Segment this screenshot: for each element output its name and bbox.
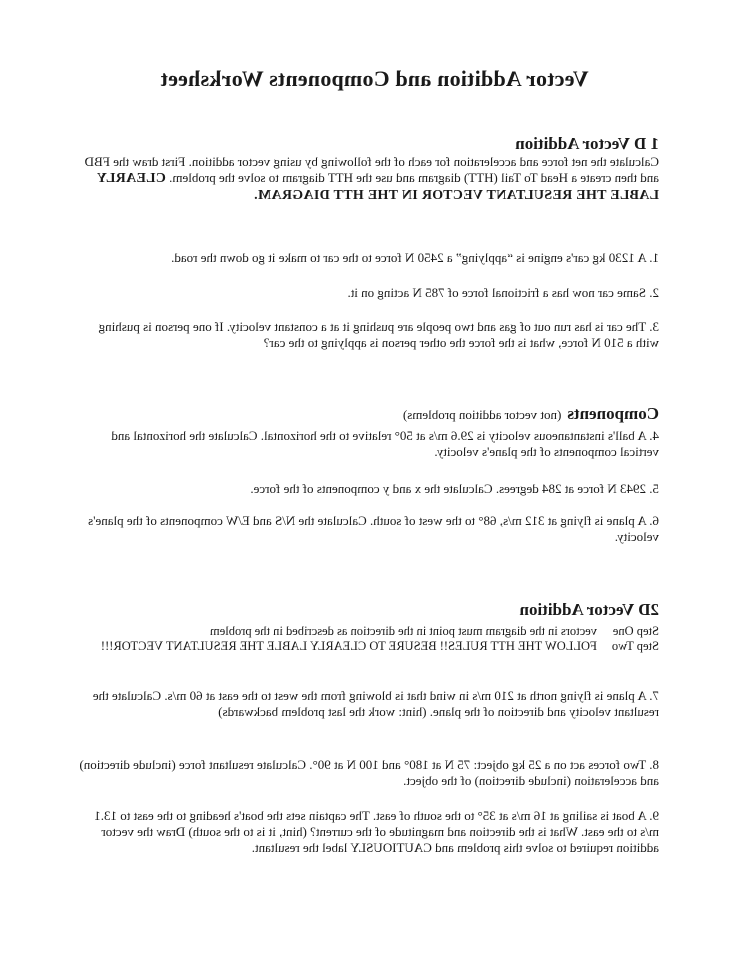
section-1d-intro [79,154,659,204]
steps-list [79,624,659,654]
question-7: 7. A plane is flying north at 210 m/s in wind that is blowing from the west to the east at 60 m/s. Calculate the resultant velocity and direction of the plane. (hint: work the last problem backwards) [92,688,659,719]
section-2d-heading: 2D Vector Addition [519,600,659,619]
section-components-heading [79,404,659,424]
components-title: Components [567,404,659,423]
intro-emphasis: CLEARLY LABLE THE RESULTANT VECTOR IN THE HTT DIAGRAM. [97,171,659,203]
intro-text: Calculate the net force and acceleration for each of the following by using vector addition. First draw the FBD and then create a Head To Tail (HTT) diagram and use the HTT diagram to solve the problem. [84,154,659,185]
question-1: 1. A 1230 kg car's engine is “applying” a 2450 N force to the car to make it go down the road. [171,250,659,265]
step-two-text: FOLLOW THE HTT RULES!! BESURE TO CLEARLY LABLE THE RESULTANT VECTOR!!! [100,639,597,653]
step-one-label: Step One [612,624,659,638]
step-two-label: Step Two [611,639,659,653]
page-title: Vector Addition and Components Worksheet [160,66,589,91]
question-9: 9. A boat is sailing at 16 m/s at 35° to the south of east. The captain sets the boat's heading to the east to 13.1 m/s to the east. What is the direction and magnitude of the current? (hint, it is to the south) Draw the vector addition required to solve this problem and CAUTIOUSLY label the resultant. [94,808,659,855]
question-6: 6. A plane is flying at 312 m/s, 68° to the west of south. Calculate the N/S and E/W components of the plane's velocity. [88,513,659,544]
question-8: 8. Two forces act on a 25 kg object: 75 N at 180° and 100 N at 90°. Calculate resultant force (include direction) and acceleration (include direction) of the object. [79,757,659,788]
section-1d-heading: 1 D Vector Addition [515,134,659,153]
question-5: 5. 2943 N force at 284 degrees. Calculate the x and y components of the force. [250,481,659,496]
question-4: 4. A ball's instantaneous velocity is 29.6 m/s at 50° relative to the horizontal. Calculate the horizontal and vertical components of the plane's velocity. [111,428,659,459]
step-one-text: vectors in the diagram must point in the direction as described in the problem [209,624,597,638]
question-3: 3. The car is has run out of gas and two people are pushing it at a constant velocity. If one person is pushing with a 510 N force, what is the force the other person is applying to the car? [98,319,659,350]
components-subtitle: (not vector addition problems) [402,407,562,422]
question-2: 2. Same car now has a frictional force of 785 N acting on it. [347,285,659,300]
